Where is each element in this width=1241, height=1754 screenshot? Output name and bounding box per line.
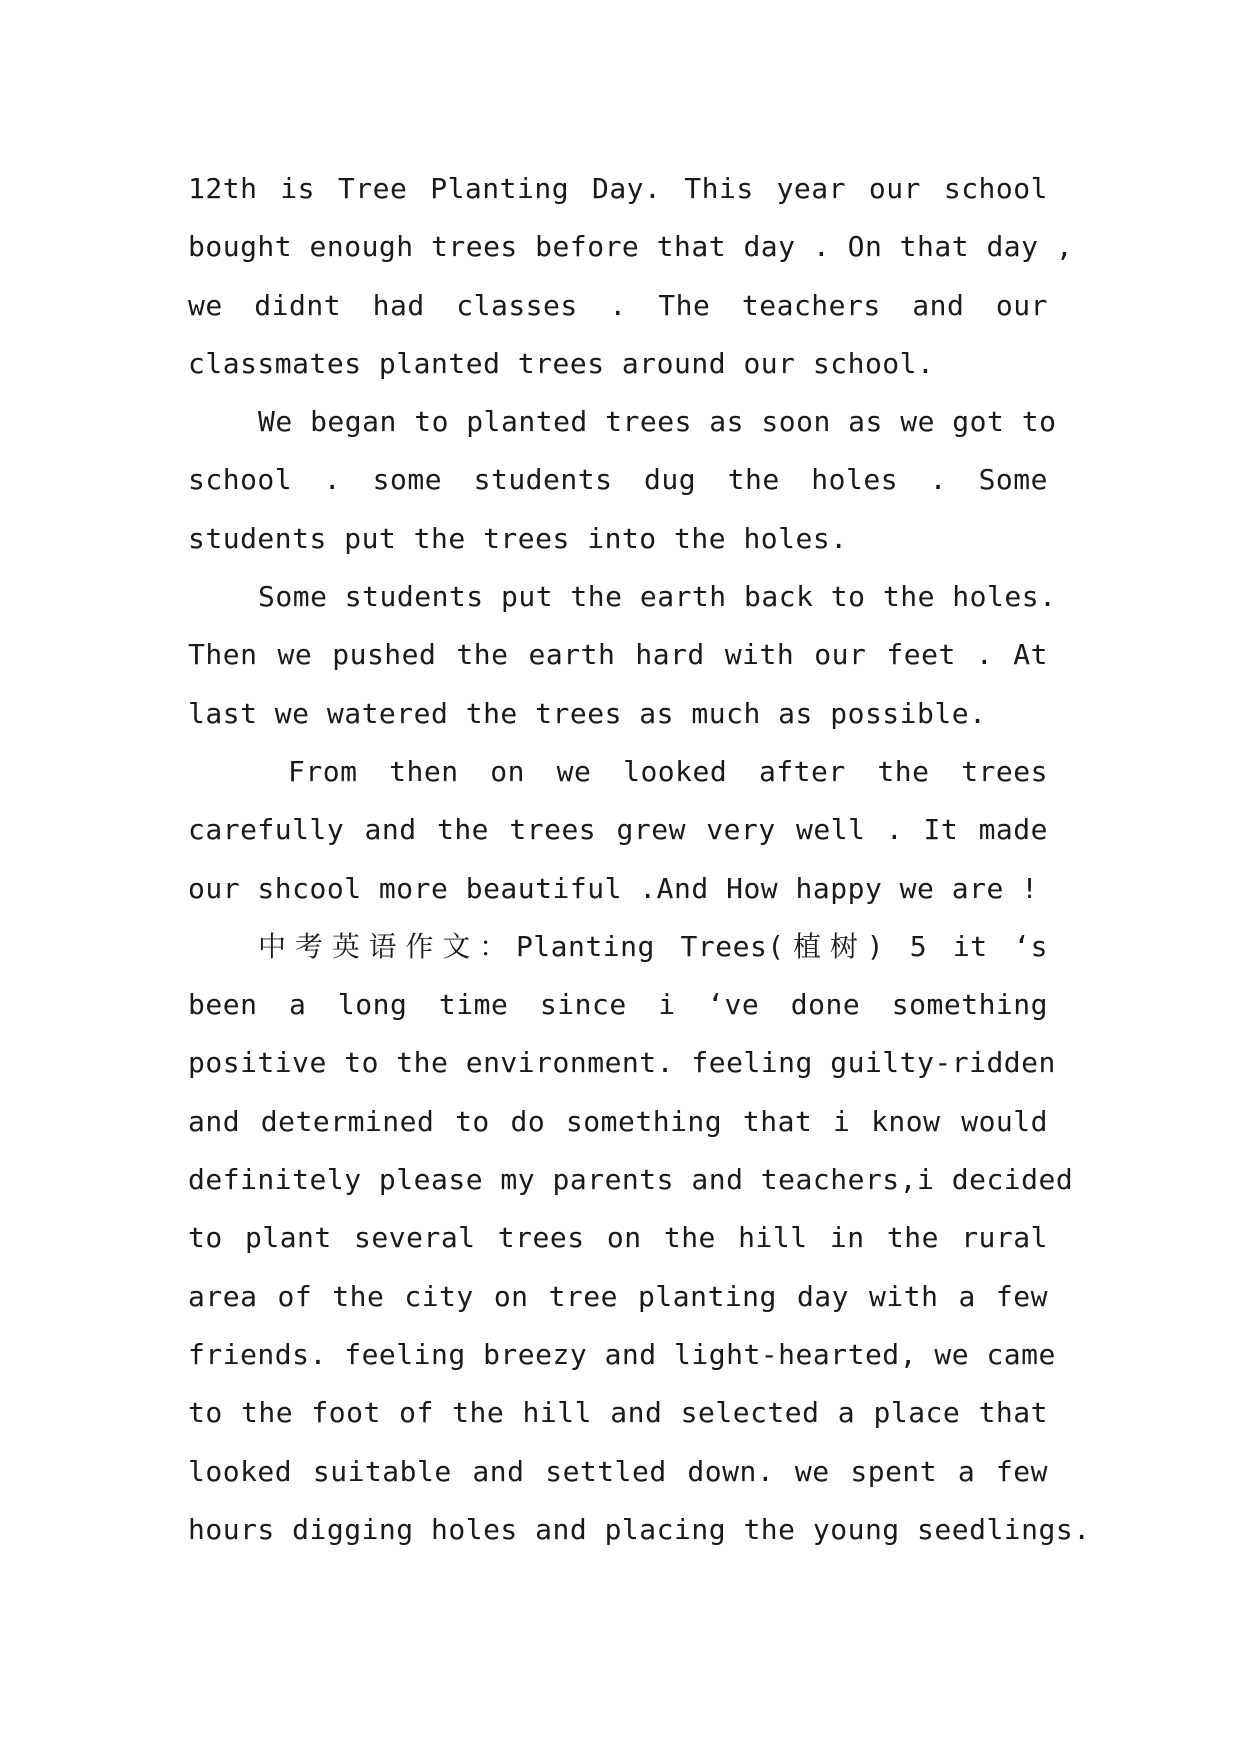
text-line: students put the trees into the holes. — [188, 521, 848, 555]
paragraph-start-line: Some students put the earth back to the holes. — [258, 580, 1057, 614]
essay-text-body — [188, 160, 1091, 1559]
text-line: positive to the environment. feeling guilty-ridden — [188, 1046, 1056, 1080]
text-line: to the foot of the hill and selected a place that — [188, 1396, 1048, 1430]
text-line: classmates planted trees around our school. — [188, 346, 935, 380]
text-line: definitely please my parents and teachers,i decided — [188, 1163, 1074, 1197]
text-line: Then we pushed the earth hard with our feet . At — [188, 638, 1048, 672]
paragraph-start-line: We began to planted trees as soon as we got to — [258, 405, 1057, 439]
text-line: carefully and the trees grew very well . It made — [188, 813, 1048, 847]
text-line: we didnt had classes . The teachers and our — [188, 288, 1048, 322]
essay-heading-line: 中考英语作文：Planting Trees(植树) 5 it ‘s — [258, 929, 1048, 963]
text-line: area of the city on tree planting day with a few — [188, 1279, 1048, 1313]
text-line: 12th is Tree Planting Day. This year our school — [188, 172, 1048, 205]
text-line: looked suitable and settled down. we spent a few — [188, 1454, 1048, 1488]
text-line: our shcool more beautiful .And How happy we are ! — [188, 871, 1039, 905]
text-line: been a long time since i ‘ve done something — [188, 988, 1048, 1022]
text-line: friends. feeling breezy and light-hearted, we came — [188, 1337, 1056, 1371]
paragraph-start-line: From then on we looked after the trees — [288, 754, 1048, 788]
text-line: bought enough trees before that day . On that day , — [188, 230, 1074, 264]
text-line: hours digging holes and placing the young seedlings. — [188, 1512, 1091, 1546]
text-line: school . some students dug the holes . Some — [188, 463, 1048, 497]
text-line: and determined to do something that i know would — [188, 1104, 1048, 1138]
text-line: last we watered the trees as much as possible. — [188, 696, 987, 730]
text-line: to plant several trees on the hill in the rural — [188, 1221, 1048, 1255]
